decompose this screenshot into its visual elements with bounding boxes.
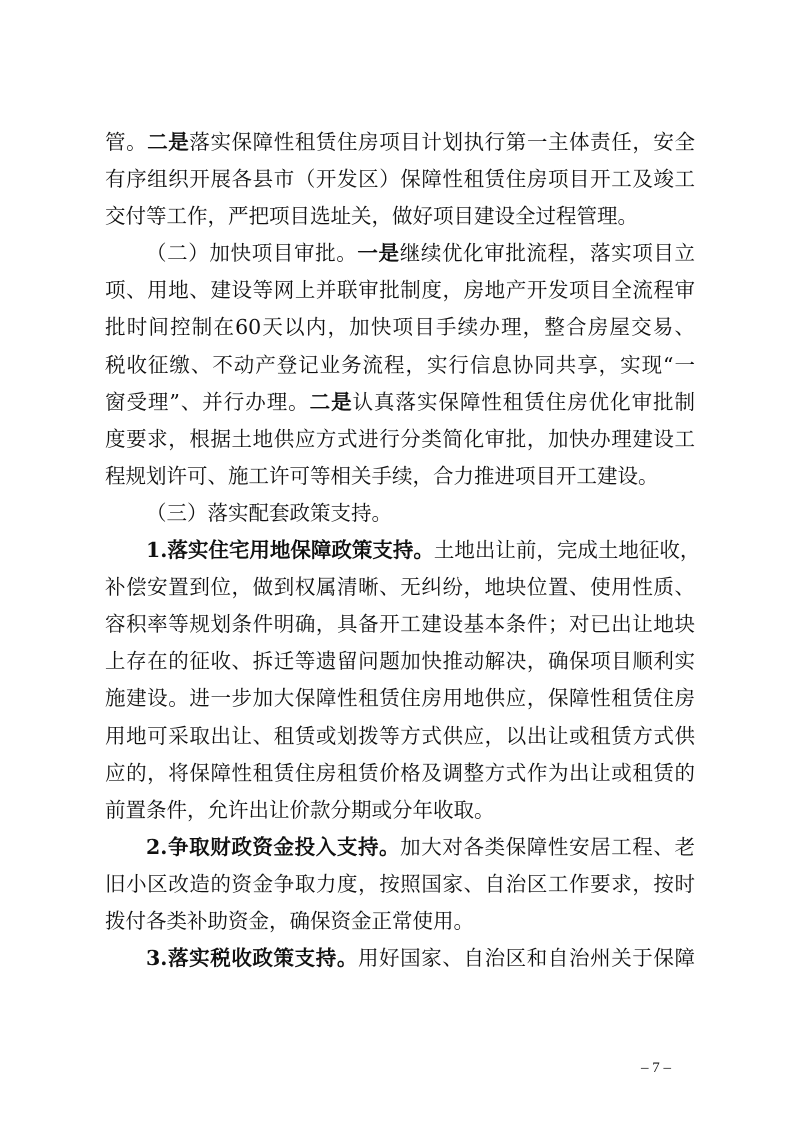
paragraph-line: 税收征缴、不动产登记业务流程，实行信息协同共享，实现“一 [105, 352, 695, 377]
paragraph-line: 管。二是落实保障性租赁住房项目计划执行第一主体责任，安全 [105, 130, 696, 154]
section-heading-line: （三）落实配套政策支持。 [146, 500, 392, 525]
subsection-line: 3.落实税收政策支持。用好国家、自治区和自治州关于保障 [146, 946, 696, 971]
paragraph-line: 旧小区改造的资金争取力度，按照国家、自治区工作要求，按时 [105, 871, 695, 896]
paragraph-line: 交付等工作，严把项目选址关，做好项目建设全过程管理。 [105, 204, 638, 229]
paragraph-line: 程规划许可、施工许可等相关手续，合力推进项目开工建设。 [105, 463, 659, 488]
paragraph-line: 施建设。进一步加大保障性租赁住房用地供应，保障性租赁住房 [105, 686, 695, 711]
paragraph-line: 有序组织开展各县市（开发区）保障性租赁住房项目开工及竣工 [105, 167, 695, 192]
paragraph-line: 窗受理”、并行办理。二是认真落实保障性租赁住房优化审批制 [105, 389, 696, 414]
paragraph-line: 拨付各类补助资金，确保资金正常使用。 [105, 908, 474, 933]
paragraph-line: 度要求，根据土地供应方式进行分类简化审批，加快办理建设工 [105, 426, 695, 451]
subsection-line: 1.落实住宅用地保障政策支持。土地出让前，完成土地征收， [146, 538, 701, 563]
paragraph-line: 前置条件，允许出让价款分期或分年收取。 [105, 797, 495, 822]
paragraph-line: 用地可采取出让、租赁或划拨等方式供应，以出让或租赁方式供 [105, 723, 695, 748]
paragraph-line: 上存在的征收、拆迁等遗留问题加快推动解决，确保项目顺利实 [105, 649, 695, 674]
paragraph-line: 补偿安置到位，做到权属清晰、无纠纷，地块位置、使用性质、 [105, 575, 695, 600]
section-heading-line: （二）加快项目审批。一是继续优化审批流程，落实项目立 [146, 241, 696, 266]
page-number: – 7 – [641, 1060, 671, 1076]
paragraph-line: 应的，将保障性租赁住房租赁价格及调整方式作为出让或租赁的 [105, 760, 695, 785]
paragraph-line: 容积率等规划条件明确，具备开工建设基本条件；对已出让地块 [105, 612, 695, 637]
paragraph-line: 项、用地、建设等网上并联审批制度，房地产开发项目全流程审 [105, 278, 695, 303]
document-body [105, 124, 701, 977]
paragraph-line: 批时间控制在60天以内，加快项目手续办理，整合房屋交易、 [105, 315, 695, 340]
subsection-line: 2.争取财政资金投入支持。加大对各类保障性安居工程、老 [146, 834, 696, 859]
